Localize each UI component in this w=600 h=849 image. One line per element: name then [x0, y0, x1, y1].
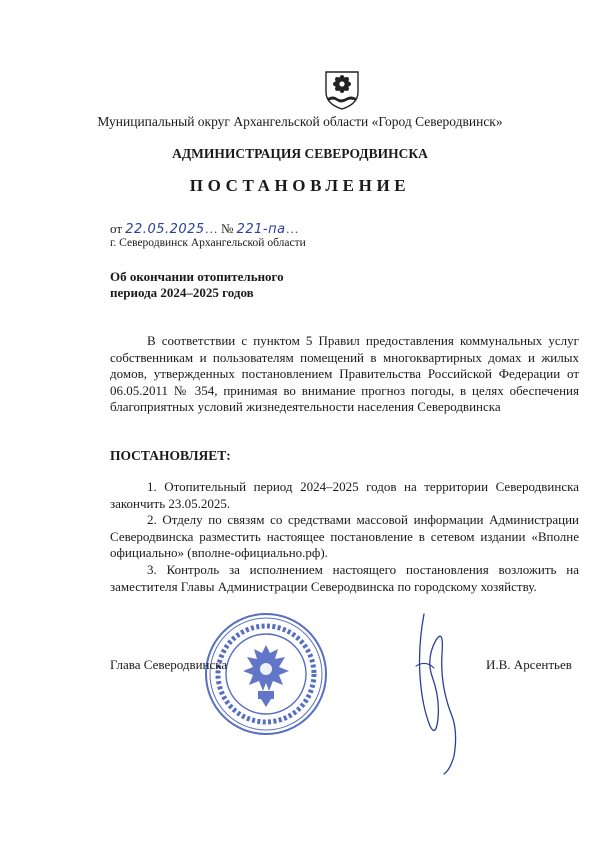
document-date: 22.05.2025: [125, 222, 205, 237]
official-round-seal-icon: [203, 611, 329, 737]
document-subject: [110, 269, 284, 301]
document-city: г. Северодвинск Архангельской области: [110, 237, 306, 249]
date-prefix: от: [110, 221, 123, 236]
preamble-paragraph: В соответствии с пунктом 5 Правил предоставления коммунальных услуг собственникам и пользователям помещений в многоквартирных домах и жилых домов, утвержденных постановлением Правительства Российской Федерации от 06.05.2011 № 354, принимая во внимание прогноз погоды, в целях обеспечения благоприятных условий жизнедеятельности населения Северодвинска: [110, 333, 579, 415]
decrees-heading: ПОСТАНОВЛЯЕТ:: [110, 448, 231, 463]
document-number: 221-па: [236, 222, 286, 237]
severodvinsk-coat-of-arms-icon: [324, 70, 360, 110]
municipality-name: Муниципальный округ Архангельской области «Город Северодвинск»: [97, 114, 503, 129]
signatory-title: Глава Северодвинска: [110, 657, 228, 672]
document-type: ПОСТАНОВЛЕНИЕ: [189, 176, 411, 195]
handwritten-signature-icon: [396, 606, 476, 776]
date-number-line: от 22.05.2025 … № 221-па …: [110, 221, 299, 237]
signatory-name: И.В. Арсентьев: [486, 657, 572, 672]
administration-name: АДМИНИСТРАЦИЯ СЕВЕРОДВИНСКА: [172, 146, 428, 161]
subject-line-1: Об окончании отопительного: [110, 269, 284, 284]
decree-item-2: 2. Отделу по связям со средствами массовой информации Администрации Северодвинска разместить настоящее постановление в сетевом издании «Вполне официально» (вполне-официально.рф).: [110, 512, 579, 561]
decree-item-3: 3. Контроль за исполнением настоящего постановления возложить на заместителя Главы Администрации Северодвинска по городскому хозяйству.: [110, 562, 579, 594]
number-prefix: №: [220, 221, 234, 236]
subject-line-2: периода 2024–2025 годов: [110, 285, 254, 300]
decree-item-1: 1. Отопительный период 2024–2025 годов на территории Северодвинска закончить 23.05.2025.: [110, 479, 579, 511]
